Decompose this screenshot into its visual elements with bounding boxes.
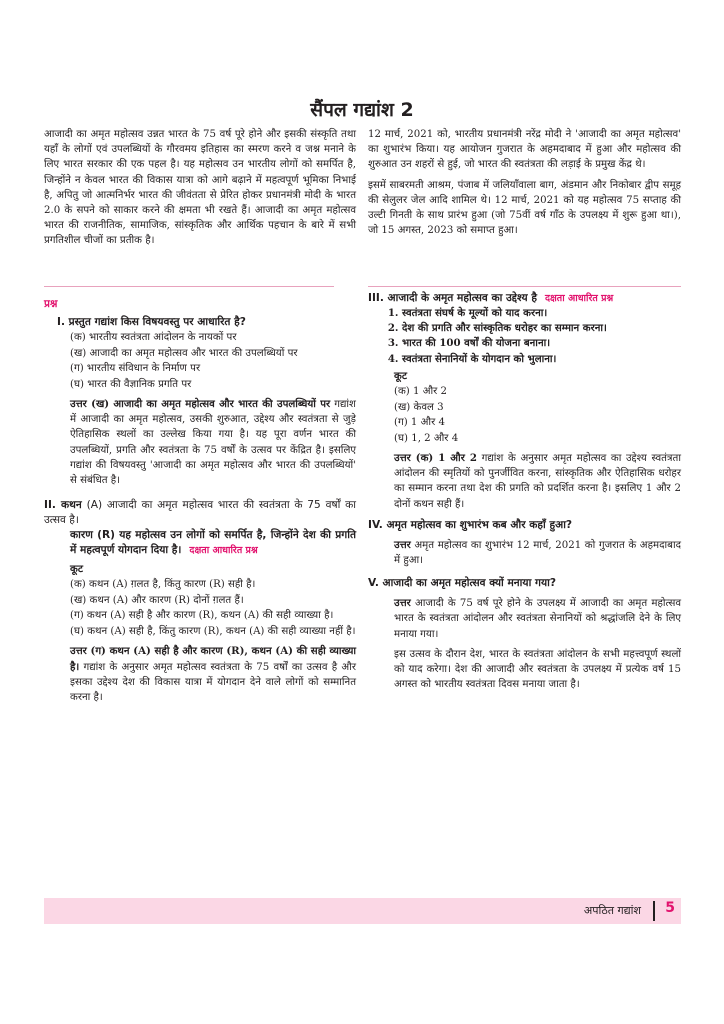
skill-tag: दक्षता आधारित प्रश्न	[189, 545, 258, 557]
section-divider-left	[44, 286, 334, 287]
answer-body: गद्यांश के अनुसार अमृत महोत्सव स्वतंत्रता के 75 वर्षों का उत्सव है और इसका उद्देश्य देश की विकास यात्रा में योगदान देने वाले लोगों को सम्मानित करना है।	[70, 661, 356, 704]
reason-text: (R) यह महोत्सव उन लोगों को समर्पित है, जिन्होंने देश की प्रगति में महत्वपूर्ण योगदान दिया है।	[70, 529, 356, 557]
questions-left	[44, 315, 356, 705]
statement: 2. देश की प्रगति और सांस्कृतिक धरोहर का सम्मान करना।	[402, 321, 681, 336]
question-4	[368, 518, 681, 568]
option: (ख) आजादी का अमृत महोत्सव और भारत की उपलब्धियों पर	[70, 347, 298, 359]
question-3-text: III. आजादी के अमृत महोत्सव का उद्देश्य है	[368, 292, 537, 304]
footer-separator	[653, 901, 655, 921]
page-number: 5	[665, 900, 675, 916]
passage-paragraph: इसमें साबरमती आश्रम, पंजाब में जलियाँवाला बाग, अंडमान और निकोबार द्वीप समूह की सेलुलर जेल आदि शामिल थे। 12 मार्च, 2021 को यह महोत्सव 75 सप्ताह की उल्टी गिनती के साथ प्रारंभ हुआ (जो 75वीं वर्ष गाँठ के उपलक्ष्य में शुरू हुआ था।), जो 15 अगस्त, 2023 को समाप्त हुआ।	[368, 179, 681, 237]
option: (घ) कथन (A) सही है, किंतु कारण (R), कथन (A) की सही व्याख्या नहीं है।	[70, 625, 356, 637]
question-1: I. प्रस्तुत गद्यांश किस विषयवस्तु पर आधारित है?	[57, 316, 246, 328]
answer-head: उत्तर (क) 1 और 2	[394, 452, 477, 465]
question-2	[44, 498, 356, 705]
question-3-options	[368, 369, 681, 512]
option: (ख) केवल 3	[394, 401, 444, 413]
answer-body: आजादी के 75 वर्ष पूरे होने के उपलक्ष्य में आजादी का अमृत महोत्सव भारत के स्वतंत्रता आंदोलन और स्वतंत्रता सेनानियों को श्रद्धांजलि देने के लिए मनाया गया।	[394, 598, 681, 640]
code-label: कूट	[394, 369, 407, 382]
statement: 3. भारत की 100 वर्षों की योजना बनाना।	[402, 336, 681, 351]
answer-extra: इस उत्सव के दौरान देश, भारत के स्वतंत्रता आंदोलन के सभी महत्त्वपूर्ण स्थलों को याद करेगा। देश की आजादी और स्वतंत्रता के उपलक्ष्य में प्रत्येक वर्ष 15 अगस्त को भारतीय स्वतंत्रता दिवस मनाया जाता है।	[394, 648, 681, 691]
answer-4	[368, 538, 681, 568]
answer-2	[70, 644, 356, 705]
answer-head: उत्तर	[394, 597, 411, 610]
page-title: सैंपल गद्यांश 2	[310, 99, 414, 121]
option: (क) कथन (A) ग़लत है, किंतु कारण (R) सही है।	[70, 579, 256, 591]
passage-right	[368, 127, 681, 243]
assertion-text: (A) आजादी का अमृत महोत्सव भारत की स्वतंत्रता के 75 वर्षों का उत्सव है।	[44, 499, 356, 527]
answer-body: गद्यांश के अनुसार अमृत महोत्सव का उद्देश्य स्वतंत्रता आंदोलन की स्मृतियों को पुनर्जीवित करना, सांस्कृतिक और ऐतिहासिक धरोहर का सम्मान करना तथा देश की प्रगति को प्रदर्शित करना है। इसलिए 1 और 2 दोनों कथन सही हैं।	[394, 453, 681, 510]
question-5	[368, 576, 681, 692]
option: (ग) कथन (A) सही है और कारण (R), कथन (A) की सही व्याख्या है।	[70, 610, 334, 622]
option: (ग) 1 और 4	[394, 417, 445, 429]
code-label: कूट	[70, 563, 83, 576]
answer-body: अमृत महोत्सव का शुभारंभ 12 मार्च, 2021 को गुजरात के अहमदाबाद में हुआ।	[394, 539, 681, 567]
question-2-assertion	[44, 498, 356, 528]
option: (घ) भारत की वैज्ञानिक प्रगति पर	[70, 378, 192, 390]
question-5-text: V. आजादी का अमृत महोत्सव क्यों मनाया गया?	[368, 577, 557, 590]
assertion-prefix: II. कथन	[44, 499, 82, 512]
question-2-reason	[44, 528, 356, 558]
answer-head: उत्तर	[394, 538, 411, 551]
passage-paragraph: आजादी का अमृत महोत्सव उन्नत भारत के 75 वर्ष पूरे होने और इसकी संस्कृति तथा यहाँ के लोगों एवं उपलब्धियों के गौरवमय इतिहास का स्मरण करने व जश्न मनाने के लिए भारत सरकार की एक पहल है। यह महोत्सव उन भारतीय लोगों को समर्पित है, जिन्होंने न केवल भारत की विकास यात्रा को आगे बढ़ाने में महत्वपूर्ण भूमिका निभाई है, अपितु जो आत्मनिर्भर भारत की जीवंतता से प्रेरित होकर प्रधानमंत्री मोदी के भारत 2.0 के सपने को साकार करने की क्षमता भी रखते हैं। आजादी का अमृत महोत्सव भारत की राजनीतिक, सामाजिक, सांस्कृतिक और आर्थिक पहचान के बारे में सभी प्रगतिशील चीजों का प्रतीक है।	[44, 129, 356, 247]
statement: 1. स्वतंत्रता संघर्ष के मूल्यों को याद करना।	[402, 306, 681, 321]
option: (ग) भारतीय संविधान के निर्माण पर	[70, 363, 201, 374]
question-4-text: IV. अमृत महोत्सव का शुभारंभ कब और कहाँ हुआ?	[368, 518, 573, 531]
questions-right	[368, 291, 681, 697]
question-3-statements	[368, 306, 681, 367]
question-1-options	[44, 330, 356, 488]
footer-label: अपठित गद्यांश	[583, 904, 641, 917]
reason-prefix: कारण	[70, 529, 93, 542]
questions-label: प्रश्न	[44, 298, 58, 310]
option: (क) 1 और 2	[394, 386, 448, 398]
footer-bar	[44, 898, 681, 924]
answer-body: गद्यांश में आजादी का अमृत महोत्सव, उसकी शुरुआत, उद्देश्य और स्वतंत्रता से जुड़े ऐतिहासिक स्थलों का उल्लेख किया गया है। यह पूरा वर्णन भारत की उपलब्धियों, प्रगति और स्वतंत्रता के 75 वर्षों के उत्सव पर केंद्रित है। इसलिए गद्यांश की विषयवस्तु 'आजादी का अमृत महोत्सव और भारत की उपलब्धियों' से संबंधित है।	[70, 399, 356, 487]
question-3	[368, 291, 681, 306]
answer-5	[368, 596, 681, 692]
statement: 4. स्वतंत्रता सेनानियों के योगदान को भुलाना।	[402, 352, 681, 367]
answer-head: उत्तर (ग) कथन (A) सही है और कारण (R), कथन (A) की सही व्याख्या है।	[70, 645, 356, 673]
section-divider-right	[368, 286, 681, 287]
passage-left	[44, 127, 356, 254]
answer-3	[394, 451, 681, 512]
question-2-options	[44, 562, 356, 705]
passage-paragraph: 12 मार्च, 2021 को, भारतीय प्रधानमंत्री नरेंद्र मोदी ने 'आजादी का अमृत महोत्सव' का शुभारंभ किया। यह आयोजन गुजरात के अहमदाबाद में हुआ और महोत्सव की शुरुआत उन शहरों से हुई, जो भारत की स्वतंत्रता की लड़ाई के प्रमुख केंद्र थे।	[368, 129, 681, 171]
answer-1	[70, 397, 356, 488]
option: (ख) कथन (A) और कारण (R) दोनों ग़लत हैं।	[70, 594, 244, 606]
option: (घ) 1, 2 और 4	[394, 432, 459, 444]
answer-head: उत्तर (ख) आजादी का अमृत महोत्सव और भारत की उपलब्धियों पर	[70, 398, 331, 410]
option: (क) भारतीय स्वतंत्रता आंदोलन के नायकों पर	[70, 332, 237, 343]
skill-tag: दक्षता आधारित प्रश्न	[544, 293, 614, 304]
